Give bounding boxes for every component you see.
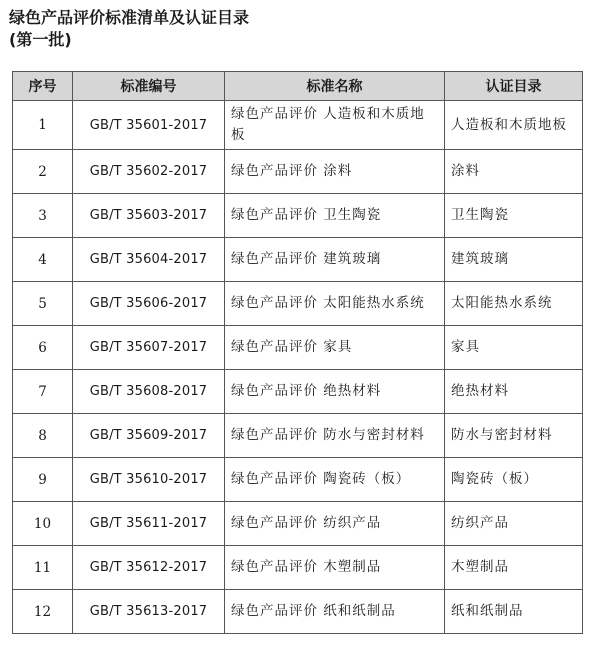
standard-code-cell: GB/T 35611-2017 <box>73 502 225 546</box>
standard-name-cell: 绿色产品评价 家具 <box>225 326 445 370</box>
table-row <box>13 101 583 150</box>
standard-name-cell: 绿色产品评价 涂料 <box>225 150 445 194</box>
standard-code-cell: GB/T 35607-2017 <box>73 326 225 370</box>
certification-catalog-cell: 绝热材料 <box>445 370 583 414</box>
header-row <box>13 72 583 101</box>
standard-name-cell: 绿色产品评价 卫生陶瓷 <box>225 194 445 238</box>
standard-code-cell: GB/T 35603-2017 <box>73 194 225 238</box>
standard-code-cell: GB/T 35609-2017 <box>73 414 225 458</box>
table-row <box>13 370 583 414</box>
standard-code-cell: GB/T 35608-2017 <box>73 370 225 414</box>
certification-catalog-cell: 卫生陶瓷 <box>445 194 583 238</box>
table-row <box>13 590 583 634</box>
serial-number-cell: 5 <box>13 282 73 326</box>
certification-catalog-cell: 防水与密封材料 <box>445 414 583 458</box>
serial-number-cell: 2 <box>13 150 73 194</box>
table-header <box>13 72 583 101</box>
standard-name-cell: 绿色产品评价 建筑玻璃 <box>225 238 445 282</box>
certification-catalog-cell: 家具 <box>445 326 583 370</box>
certification-catalog-cell: 涂料 <box>445 150 583 194</box>
standard-code-cell: GB/T 35612-2017 <box>73 546 225 590</box>
table-row <box>13 414 583 458</box>
header-certification-catalog: 认证目录 <box>445 72 583 101</box>
table-row <box>13 238 583 282</box>
document-subtitle: (第一批) <box>9 30 72 49</box>
table-body <box>13 101 583 634</box>
standard-code-cell: GB/T 35602-2017 <box>73 150 225 194</box>
serial-number-cell: 3 <box>13 194 73 238</box>
serial-number-cell: 4 <box>13 238 73 282</box>
serial-number-cell: 11 <box>13 546 73 590</box>
certification-catalog-cell: 纸和纸制品 <box>445 590 583 634</box>
standard-name-cell: 绿色产品评价 人造板和木质地板 <box>225 101 445 150</box>
header-standard-code: 标准编号 <box>73 72 225 101</box>
table-row <box>13 458 583 502</box>
serial-number-cell: 12 <box>13 590 73 634</box>
table-row <box>13 546 583 590</box>
serial-number-cell: 10 <box>13 502 73 546</box>
standard-code-cell: GB/T 35613-2017 <box>73 590 225 634</box>
certification-catalog-cell: 建筑玻璃 <box>445 238 583 282</box>
standard-code-cell: GB/T 35606-2017 <box>73 282 225 326</box>
certification-catalog-cell: 陶瓷砖（板） <box>445 458 583 502</box>
standard-name-cell: 绿色产品评价 绝热材料 <box>225 370 445 414</box>
standard-name-cell: 绿色产品评价 陶瓷砖（板） <box>225 458 445 502</box>
standard-name-cell: 绿色产品评价 太阳能热水系统 <box>225 282 445 326</box>
standard-code-cell: GB/T 35610-2017 <box>73 458 225 502</box>
standard-code-cell: GB/T 35601-2017 <box>73 101 225 150</box>
serial-number-cell: 1 <box>13 101 73 150</box>
table-row <box>13 150 583 194</box>
standards-table <box>12 71 583 634</box>
header-standard-name: 标准名称 <box>225 72 445 101</box>
standard-name-cell: 绿色产品评价 防水与密封材料 <box>225 414 445 458</box>
serial-number-cell: 9 <box>13 458 73 502</box>
standard-code-cell: GB/T 35604-2017 <box>73 238 225 282</box>
certification-catalog-cell: 太阳能热水系统 <box>445 282 583 326</box>
document-heading <box>9 7 249 51</box>
certification-catalog-cell: 木塑制品 <box>445 546 583 590</box>
serial-number-cell: 6 <box>13 326 73 370</box>
table-row <box>13 282 583 326</box>
certification-catalog-cell: 人造板和木质地板 <box>445 101 583 150</box>
standard-name-cell: 绿色产品评价 木塑制品 <box>225 546 445 590</box>
document-title: 绿色产品评价标准清单及认证目录 <box>9 8 250 27</box>
serial-number-cell: 8 <box>13 414 73 458</box>
table-row <box>13 326 583 370</box>
standard-name-cell: 绿色产品评价 纺织产品 <box>225 502 445 546</box>
table-row <box>13 194 583 238</box>
header-serial-number: 序号 <box>13 72 73 101</box>
certification-catalog-cell: 纺织产品 <box>445 502 583 546</box>
standard-name-cell: 绿色产品评价 纸和纸制品 <box>225 590 445 634</box>
serial-number-cell: 7 <box>13 370 73 414</box>
table-row <box>13 502 583 546</box>
